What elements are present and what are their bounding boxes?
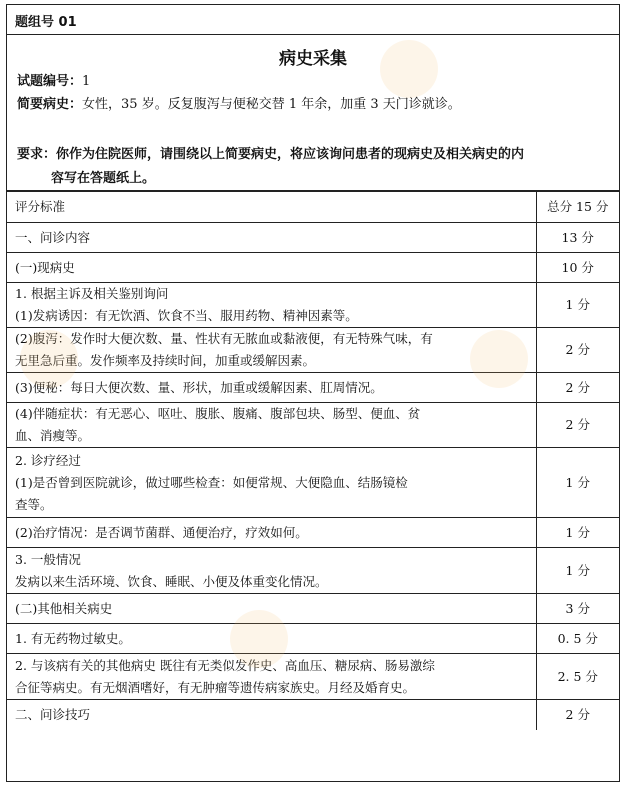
score-cell: 2 分 bbox=[536, 700, 619, 730]
score-cell: 2. 5 分 bbox=[536, 654, 619, 700]
exam-sheet bbox=[6, 4, 620, 782]
requirement bbox=[17, 143, 607, 191]
criteria-line: 3. 一般情况 bbox=[15, 551, 81, 567]
requirement-line-1: 要求：你作为住院医师，请围绕以上简要病史，将应该询问患者的现病史及相关病史的内 bbox=[17, 147, 525, 162]
table-row bbox=[7, 594, 619, 624]
score-cell: 2 分 bbox=[536, 328, 619, 373]
criteria-header: 评分标准 bbox=[7, 192, 536, 223]
criteria-cell bbox=[7, 253, 536, 283]
table-row bbox=[7, 403, 619, 448]
case-header bbox=[7, 35, 619, 191]
table-row bbox=[7, 548, 619, 594]
criteria-line: 发病以来生活环境、饮食、睡眠、小便及体重变化情况。 bbox=[15, 573, 328, 589]
criteria-cell bbox=[7, 283, 536, 328]
criteria-line: 一、问诊内容 bbox=[15, 229, 91, 245]
table-row bbox=[7, 223, 619, 253]
table-row bbox=[7, 373, 619, 403]
brief-history-text: 女性，35 岁。反复腹泻与便秘交替 1 年余，加重 3 天门诊就诊。 bbox=[82, 97, 461, 112]
scoring-table bbox=[7, 191, 619, 730]
criteria-line: (一)现病史 bbox=[15, 259, 75, 275]
scoring-header-row bbox=[7, 192, 619, 223]
criteria-line: 1. 有无药物过敏史。 bbox=[15, 630, 131, 646]
score-cell: 2 分 bbox=[536, 403, 619, 448]
group-number: 题组号 01 bbox=[7, 5, 619, 35]
table-row bbox=[7, 448, 619, 518]
criteria-cell bbox=[7, 373, 536, 403]
score-cell: 1 分 bbox=[536, 448, 619, 518]
score-cell: 1 分 bbox=[536, 548, 619, 594]
criteria-line: (4)伴随症状：有无恶心、呕吐、腹胀、腹痛、腹部包块、肠型、便血、贫 bbox=[15, 406, 421, 421]
criteria-cell bbox=[7, 328, 536, 373]
criteria-cell bbox=[7, 403, 536, 448]
criteria-line: 2. 诊疗经过 bbox=[15, 452, 81, 468]
criteria-line: 血、消瘦等。 bbox=[15, 428, 91, 443]
total-score-header: 总分 15 分 bbox=[536, 192, 619, 223]
table-row bbox=[7, 624, 619, 654]
criteria-cell bbox=[7, 223, 536, 253]
criteria-line: (2)治疗情况：是否调节菌群、通便治疗，疗效如何。 bbox=[15, 524, 308, 540]
brief-history-line bbox=[17, 95, 607, 115]
question-number-line bbox=[17, 72, 607, 92]
criteria-line: 无里急后重。发作频率及持续时间，加重或缓解因素。 bbox=[15, 353, 316, 368]
score-cell: 10 分 bbox=[536, 253, 619, 283]
table-row bbox=[7, 328, 619, 373]
score-cell: 13 分 bbox=[536, 223, 619, 253]
criteria-cell bbox=[7, 594, 536, 624]
criteria-line: (3)便秘：每日大便次数、量、形状，加重或缓解因素、肛周情况。 bbox=[15, 379, 383, 395]
table-row bbox=[7, 654, 619, 700]
score-cell: 1 分 bbox=[536, 283, 619, 328]
requirement-line-2: 容写在答题纸上。 bbox=[51, 171, 156, 186]
criteria-line: 查等。 bbox=[15, 496, 53, 512]
criteria-cell bbox=[7, 654, 536, 700]
criteria-line: 合征等病史。有无烟酒嗜好，有无肿瘤等遗传病家族史。月经及婚育史。 bbox=[15, 679, 416, 695]
criteria-cell bbox=[7, 518, 536, 548]
score-cell: 1 分 bbox=[536, 518, 619, 548]
criteria-line: (1)是否曾到医院就诊，做过哪些检查：如便常规、大便隐血、结肠镜检 bbox=[15, 474, 408, 490]
table-row bbox=[7, 283, 619, 328]
criteria-line: 2. 与该病有关的其他病史 既往有无类似发作史、高血压、糖尿病、肠易激综 bbox=[15, 657, 435, 673]
question-number-value: 1 bbox=[82, 74, 91, 89]
score-cell: 3 分 bbox=[536, 594, 619, 624]
table-row bbox=[7, 253, 619, 283]
criteria-line: (1)发病诱因：有无饮酒、饮食不当、服用药物、精神因素等。 bbox=[15, 308, 358, 323]
table-row bbox=[7, 518, 619, 548]
criteria-cell bbox=[7, 548, 536, 594]
criteria-cell bbox=[7, 700, 536, 730]
criteria-cell bbox=[7, 448, 536, 518]
criteria-line: 二、问诊技巧 bbox=[15, 706, 91, 722]
question-number-label: 试题编号： bbox=[17, 74, 83, 89]
criteria-line: 1. 根据主诉及相关鉴别询问 bbox=[15, 286, 169, 301]
criteria-cell bbox=[7, 624, 536, 654]
score-cell: 2 分 bbox=[536, 373, 619, 403]
score-cell: 0. 5 分 bbox=[536, 624, 619, 654]
criteria-line: (二)其他相关病史 bbox=[15, 600, 113, 616]
brief-history-label: 简要病史： bbox=[17, 97, 83, 112]
case-title: 病史采集 bbox=[279, 49, 347, 69]
criteria-line: (2)腹泻：发作时大便次数、量、性状有无脓血或黏液便，有无特殊气味，有 bbox=[15, 331, 433, 346]
table-row bbox=[7, 700, 619, 730]
